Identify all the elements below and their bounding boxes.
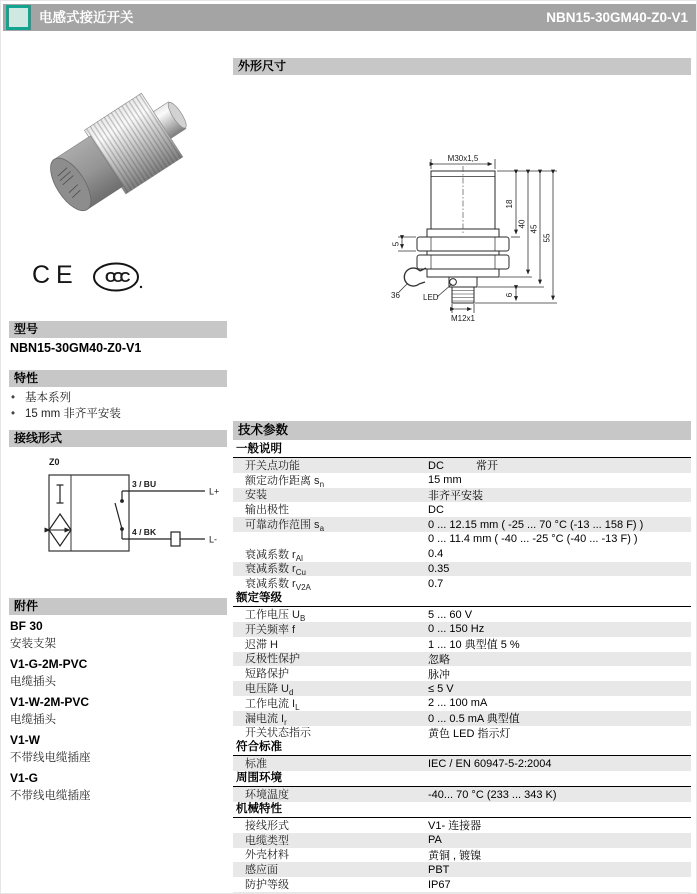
accessory-desc: 安装支架 [10,638,56,650]
brand-icon [6,5,31,30]
spec-label: 迟滞 H [245,638,278,651]
spec-row [233,547,691,562]
accessories-list [10,618,224,808]
ccc-mark [89,258,147,296]
model-value: NBN15-30GM40-Z0-V1 [10,341,142,355]
svg-text:LED: LED [423,293,439,302]
svg-text:45: 45 [529,224,539,234]
accessory-item [10,732,224,766]
svg-text:3 / BU: 3 / BU [132,479,157,489]
feature-item [11,406,225,422]
spec-row [233,833,691,848]
accessory-desc: 电缆插头 [10,676,56,688]
spec-label: 感应面 [245,864,278,877]
spec-value: 0 ... 12.15 mm ( -25 ... 70 °C (-13 ... 158 F) ) [428,518,644,531]
spec-row [233,488,691,503]
section-dimensions: 外形尺寸 [233,58,691,75]
spec-row [233,562,691,577]
spec-row [233,458,691,473]
page-title: 电感式接近开关 [39,10,134,25]
accessory-item [10,770,224,804]
spec-value: 0.7 [428,577,444,590]
section-connection: 接线形式 [9,430,227,447]
spec-label: 反极性保护 [245,653,300,666]
spec-label: 开关频率 f [245,623,296,636]
accessory-name: V1-W [10,733,40,747]
spec-value: 5 ... 60 V [428,608,473,621]
spec-label: 接线形式 [245,819,289,832]
spec-value: 黄色 LED 指示灯 [428,727,511,740]
spec-value: 脉冲 [428,668,450,681]
svg-text:L+: L+ [209,486,220,497]
spec-value: PBT [428,863,450,876]
spec-row [233,517,691,532]
spec-row [233,681,691,696]
spec-value: 0 ... 150 Hz [428,623,485,636]
spec-value: 15 mm [428,474,462,487]
spec-label: 防护等级 [245,878,289,891]
spec-value: IP67 [428,878,451,891]
spec-label: 工作电流 $I_L$ [245,697,300,712]
spec-row [233,711,691,726]
spec-section-title: 周围环境 [233,771,691,787]
bullet: • [11,392,16,404]
svg-text:55: 55 [542,233,552,243]
spec-value: ≤ 5 V [428,682,454,695]
spec-row [233,637,691,652]
spec-row [233,502,691,517]
spec-value: V1- 连接器 [428,820,482,833]
spec-value: 0 ... 0.5 mA 典型值 [428,713,520,726]
accessory-desc: 电缆插头 [10,714,56,726]
svg-text:CCC: CCC [105,269,127,286]
spec-row [233,532,691,547]
spec-label: 电缆类型 [245,834,289,847]
section-accessories: 附件 [9,598,227,615]
svg-text:6: 6 [505,292,514,298]
svg-text:36: 36 [391,291,400,300]
spec-row [233,666,691,681]
spec-label: 电压降 $U_d$ [245,682,294,698]
spec-label: 短路保护 [245,668,289,681]
spec-row [233,607,691,622]
spec-label: 开关点功能 [245,459,300,472]
spec-row [233,622,691,637]
spec-value: 黄铜 , 镀镍 [428,849,482,862]
spec-row [233,848,691,863]
spec-value: IEC / EN 60947-5-2:2004 [428,757,552,770]
spec-label: 衰减系数 $r_{V2A}$ [245,578,311,593]
spec-label: 外壳材料 [245,849,289,862]
svg-text:4 / BK: 4 / BK [132,527,157,537]
spec-label: 工作电压 $U_B$ [245,608,306,624]
spec-row [233,696,691,711]
spec-label: 衰减系数 $r_{Cu}$ [245,563,306,578]
spec-row [233,576,691,591]
accessory-name: V1-G-2M-PVC [10,657,88,671]
product-photo [31,57,201,243]
section-tech: 技术参数 [233,421,691,440]
dimension-drawing [373,151,568,323]
spec-value: -40... 70 °C (233 ... 343 K) [428,788,557,801]
section-features: 特性 [9,370,227,387]
accessory-name: V1-G [10,771,39,785]
spec-value: 1 ... 10 典型值 5 % [428,639,520,652]
product-number: NBN15-30GM40-Z0-V1 [546,10,688,25]
spec-section-title: 符合标准 [233,740,691,756]
spec-section-title: 额定等级 [233,591,691,607]
spec-section-title: 一般说明 [233,442,691,458]
spec-label: 输出极性 [245,504,289,517]
bullet: • [11,408,16,420]
spec-label: 安装 [245,489,267,502]
spec-value: DC 常开 [428,460,498,473]
spec-label: 开关状态指示 [245,727,311,740]
svg-text:40: 40 [517,219,527,229]
feature-text: 基本系列 [25,392,71,404]
spec-value: DC [428,503,444,516]
svg-text:Z0: Z0 [49,457,60,467]
feature-text: 15 mm 非齐平安装 [25,408,121,420]
feature-item [11,390,225,406]
accessory-item [10,656,224,690]
led-indicator [450,279,457,286]
spec-row [233,473,691,488]
wiring-diagram [19,451,234,576]
spec-label: 环境温度 [245,788,289,801]
accessory-desc: 不带线电缆插座 [10,790,91,802]
spec-value: 忽略 [428,653,450,666]
tech-table [233,442,691,892]
svg-text:18: 18 [505,199,514,209]
spec-value: 2 ... 100 mA [428,697,488,710]
spec-value: PA [428,834,442,847]
spec-section-title: 机械特性 [233,802,691,818]
spec-label: 额定动作距离 $s_n$ [245,474,325,489]
page-header [3,4,696,31]
spec-label: 标准 [245,758,267,771]
spec-value: 0.35 [428,562,450,575]
spec-row [233,652,691,667]
spec-row [233,726,691,741]
load-symbol [171,532,180,546]
svg-text:L-: L- [209,534,218,545]
spec-value: 非齐平安装 [428,490,483,502]
accessory-desc: 不带线电缆插座 [10,752,91,764]
spec-row [233,877,691,892]
svg-text:M12x1: M12x1 [450,314,476,323]
spec-label: 可靠动作范围 $s_a$ [245,519,325,534]
accessory-item [10,694,224,728]
spec-row [233,818,691,833]
svg-text:5: 5 [391,241,401,247]
ce-mark: CE [32,261,79,289]
accessory-item [10,618,224,652]
spec-label: 衰减系数 $r_{Al}$ [245,548,303,563]
spec-value: 0 ... 11.4 mm ( -40 ... -25 °C (-40 ... -13 F) ) [428,533,638,546]
svg-text:M30x1,5: M30x1,5 [447,154,479,163]
spec-row [233,787,691,802]
section-model: 型号 [9,321,227,338]
spec-row [233,862,691,877]
accessory-name: BF 30 [10,619,43,633]
accessory-name: V1-W-2M-PVC [10,695,90,709]
spec-value: 0.4 [428,548,444,561]
wrench-icon [404,268,426,286]
features-list [11,390,225,422]
spec-label: 漏电流 $I_r$ [245,712,287,727]
spec-row [233,756,691,771]
